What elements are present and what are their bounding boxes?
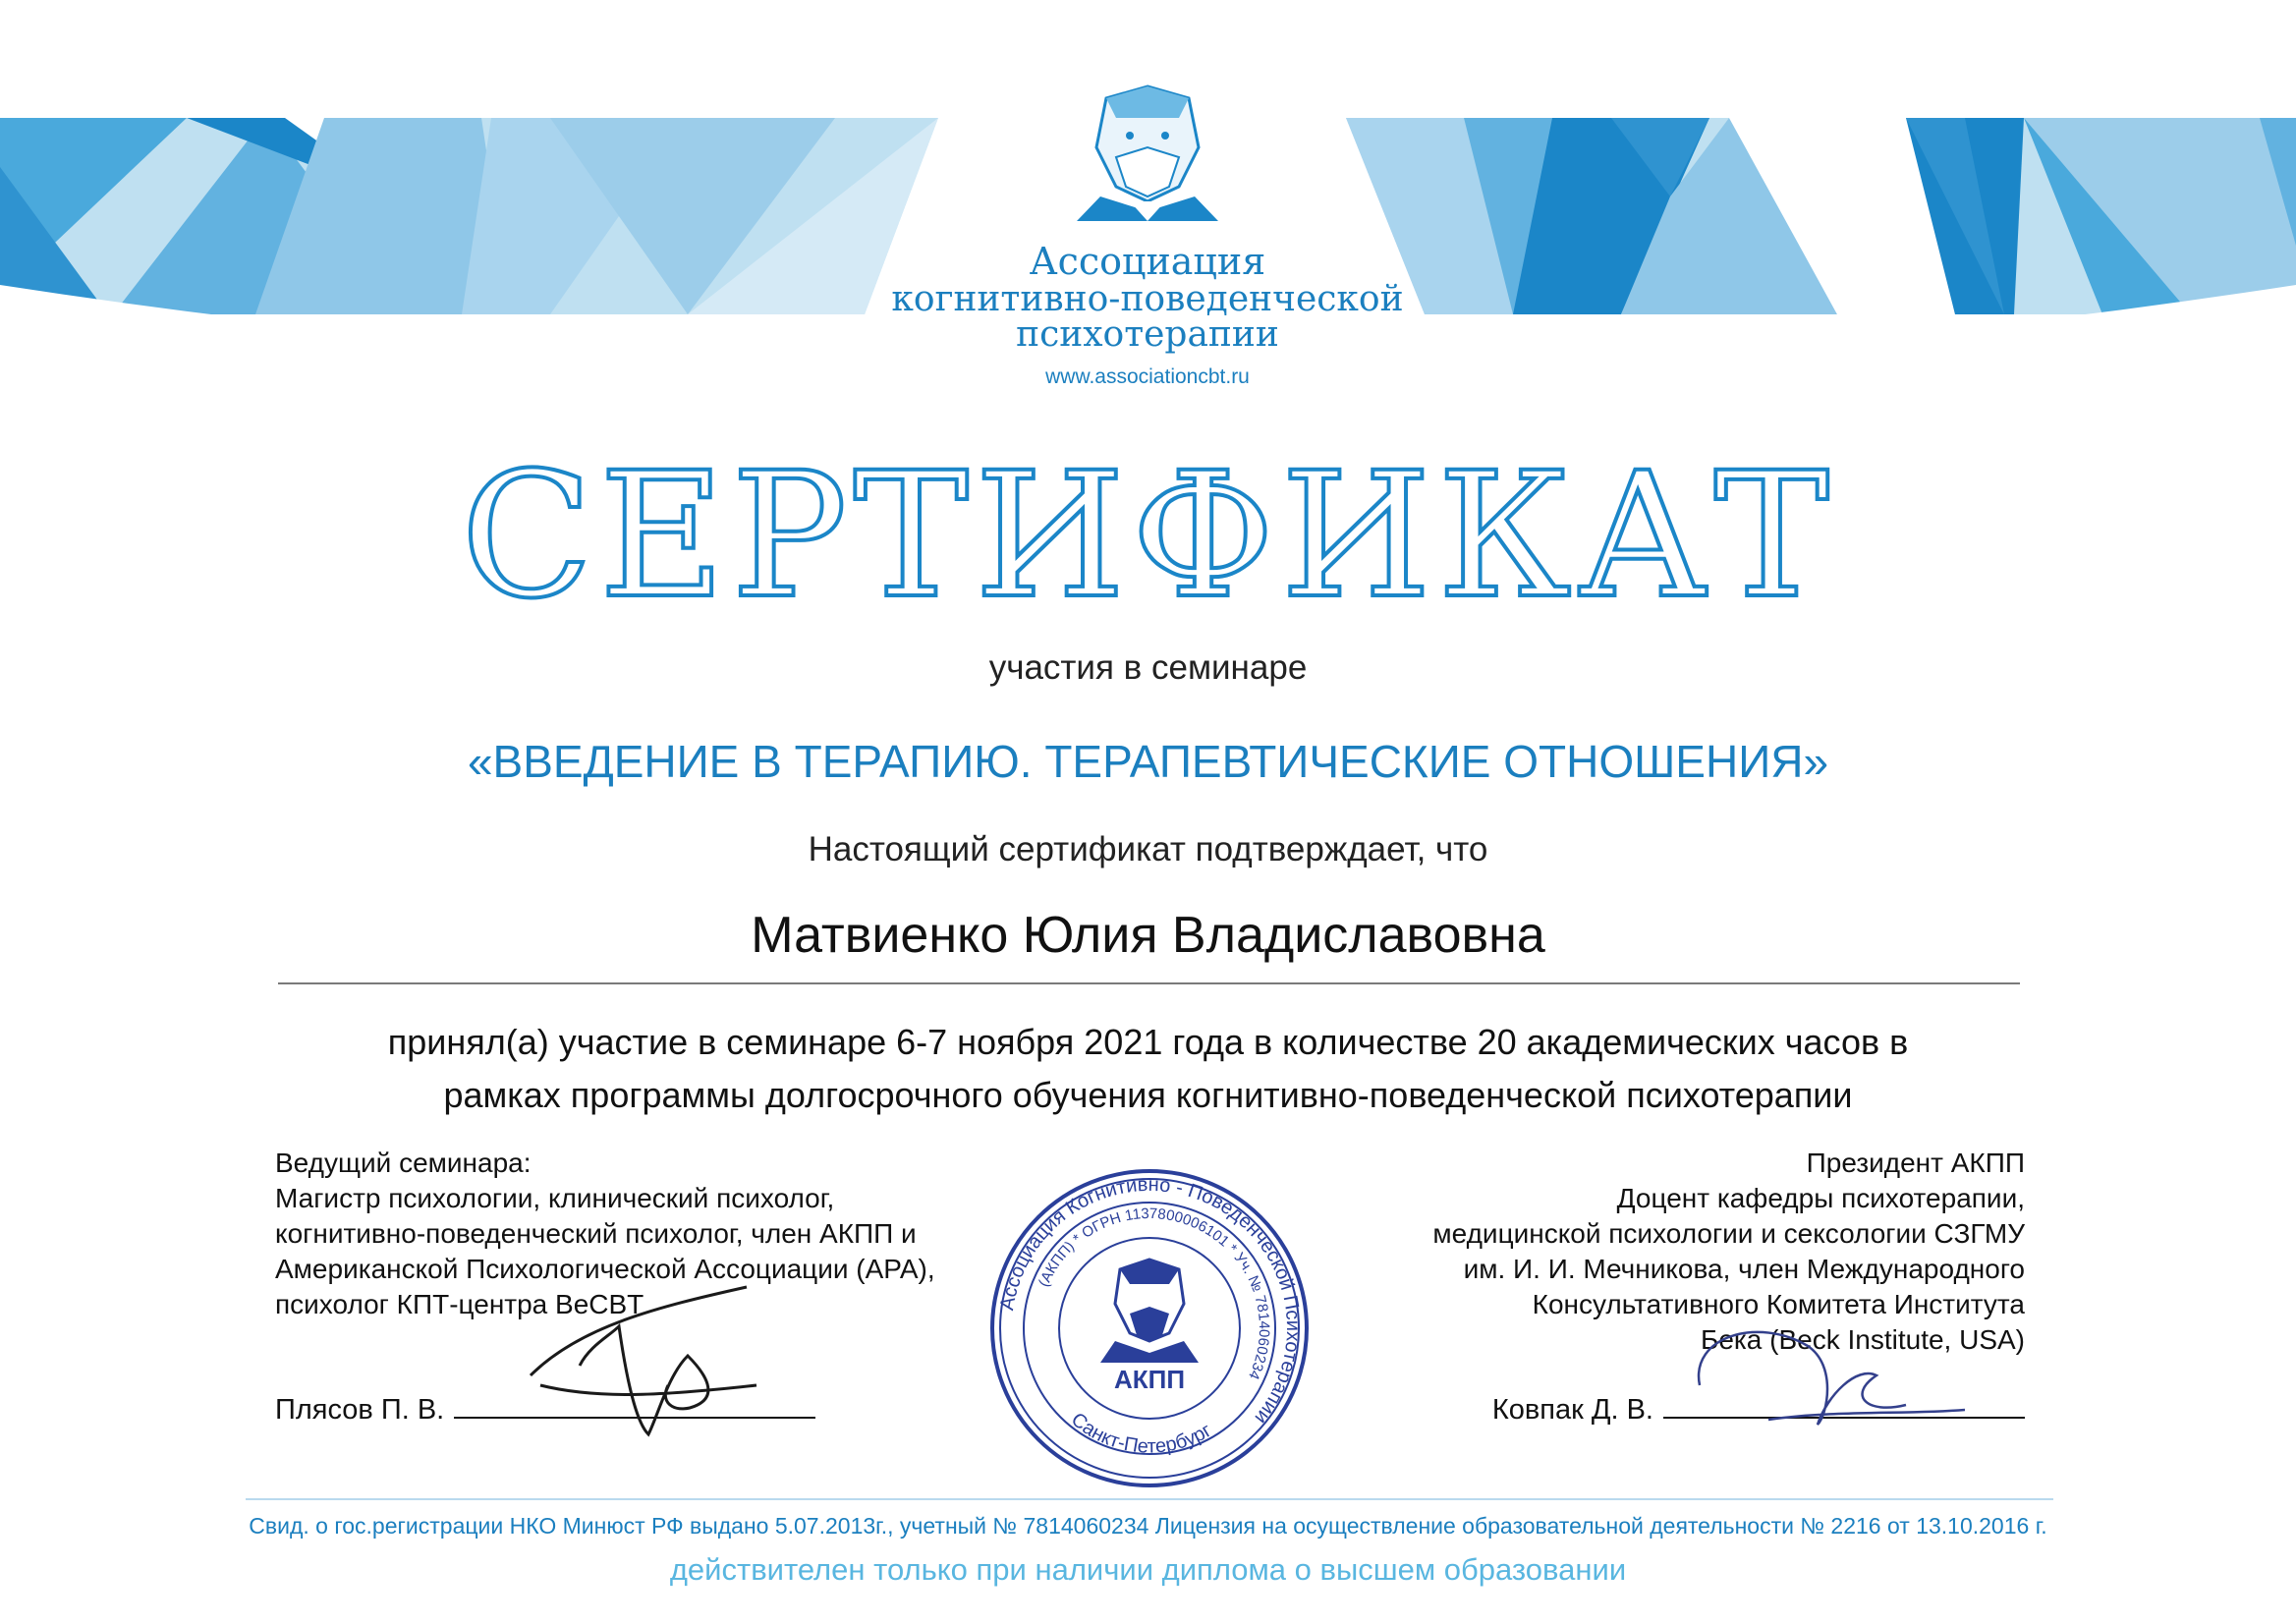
left-handwritten-signature [521, 1267, 776, 1444]
footer-registration-text: Свид. о гос.регистрации НКО Минюст РФ выдано 5.07.2013г., учетный № 7814060234 Лицензия на осуществление образовательной деятельности № 2216 от 13.10.2016 г. [249, 1513, 2047, 1539]
right-signatory-name: Ковпак Д. В. [1491, 1394, 1653, 1426]
association-name-line2: когнитивно-поведенческой [891, 279, 1404, 319]
right-signatory-role: Президент АКПП [1806, 1148, 2025, 1178]
stamp-outer-path: Ассоциация Когнитивно - Поведенческой Психотерапии [996, 1173, 1305, 1428]
body-text-line2: рамках программы долгосрочного обучения когнитивно-поведенческой психотерапии [443, 1075, 1853, 1115]
left-signatory-line: Американской Психологической Ассоциации (APA), [275, 1254, 935, 1284]
stamp-inner-path: (АКПП) * ОГРН 1137800006101 * Уч. № 7814060234 [1035, 1204, 1273, 1382]
body-text-line1: принял(а) участие в семинаре 6-7 ноября 2021 года в количестве 20 академических часов в [387, 1022, 1909, 1062]
logo-portrait-icon [1077, 86, 1218, 221]
footer-validity-note: действителен только при наличии диплома о высшем образовании [669, 1552, 1627, 1587]
stamp-portrait-icon [1100, 1260, 1199, 1363]
right-signatory-line: Бека (Beck Institute, USA) [1700, 1324, 2025, 1355]
left-signatory-role: Ведущий семинара: [275, 1148, 532, 1178]
right-handwritten-signature [1680, 1307, 1975, 1434]
stamp-bottom-text [1067, 1409, 1215, 1458]
left-signatory-line: психолог КПТ-центра BeCBT [275, 1289, 644, 1319]
footer-divider [246, 1498, 2053, 1500]
right-signatory-line: медицинской психологии и сексологии СЗГМУ [1432, 1218, 2025, 1249]
name-underline [278, 982, 2020, 984]
right-signatory-line: Доцент кафедры психотерапии, [1616, 1183, 2025, 1213]
stamp-bottom-path: Санкт-Петербург [1066, 1408, 1216, 1458]
left-signatory-line: когнитивно-поведенческий психолог, член АКПП и [275, 1218, 917, 1249]
certificate-title: СЕРТИФИКАТ [461, 435, 1835, 637]
left-signatory-line: Магистр психологии, клинический психолог, [275, 1183, 835, 1213]
left-signatory-name: Плясов П. В. [275, 1394, 445, 1426]
association-url: www.associationcbt.ru [1045, 365, 1250, 388]
recipient-name: Матвиенко Юлия Владиславовна [751, 907, 1545, 964]
association-name-line3: психотерапии [1016, 314, 1279, 355]
seminar-title: «ВВЕДЕНИЕ В ТЕРАПИЮ. ТЕРАПЕВТИЧЕСКИЕ ОТНОШЕНИЯ» [467, 736, 1829, 787]
official-stamp [987, 1166, 1312, 1490]
right-signatory-line: им. И. И. Мечникова, член Международного [1463, 1254, 2025, 1284]
stamp-center-label: АКПП [1113, 1365, 1186, 1394]
confirm-text: Настоящий сертификат подтверждает, что [808, 830, 1488, 868]
right-signatory-line: Консультативного Комитета Института [1532, 1289, 2025, 1319]
association-name-line1: Ассоциация [1029, 240, 1266, 283]
certificate-subtitle: участия в семинаре [988, 648, 1308, 687]
